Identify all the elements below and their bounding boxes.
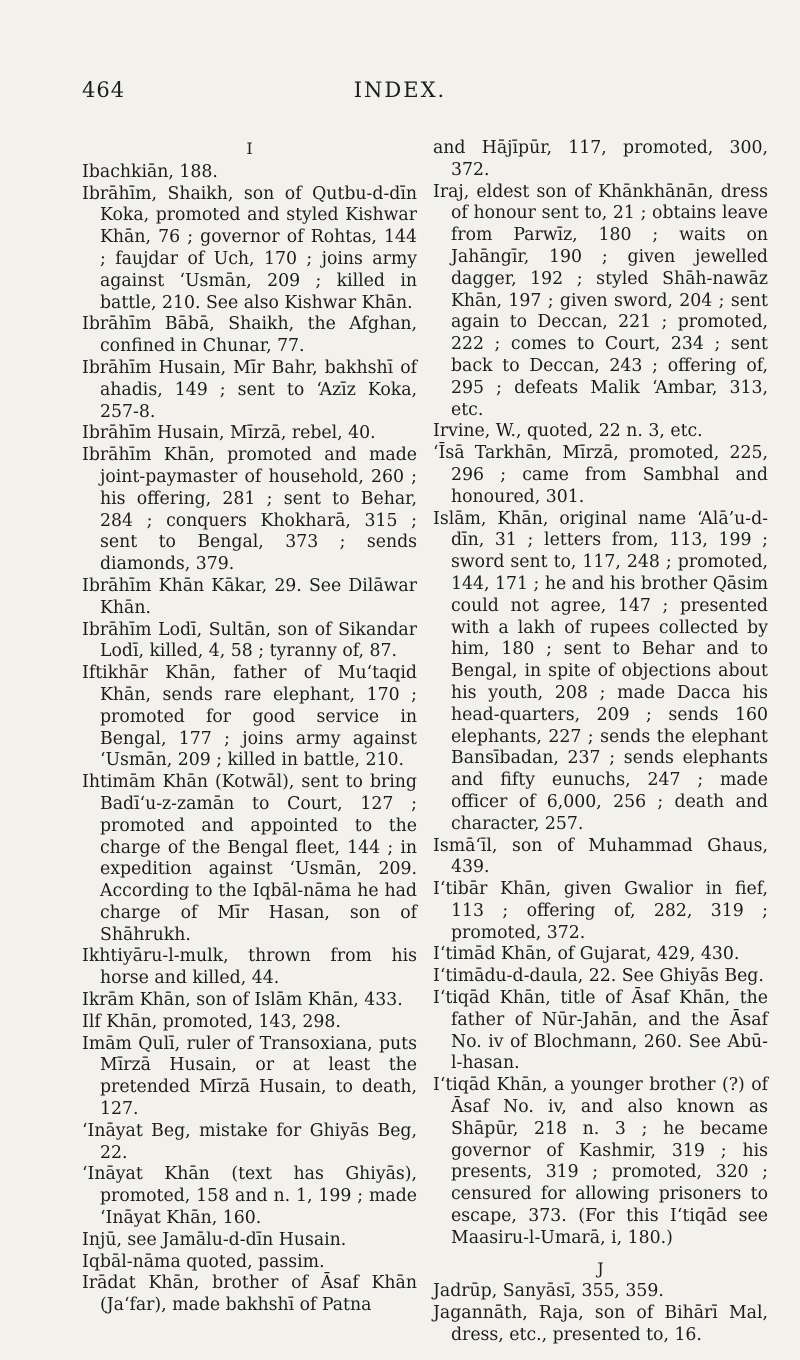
index-entry: I‘timādu-d-daula, 22. See Ghiyās Beg.	[433, 966, 764, 987]
index-entry: Iraj, eldest son of Khānkhānān, dress of honour sent to, 21 ; obtains leave from Parwīz, 180 ; waits on Jahāngīr, 190 ; given jewelled dagger, 192 ; styled Shāh-nawāz Khān, 197 ; given sword, 204 ; sent again to Deccan, 221 ; promoted, 222 ; comes to Court, 234 ; sent back to Deccan, 243 ; offering of, 295 ; defeats Malik ‘Ambar, 313, etc.	[433, 181, 768, 420]
index-entry: Ibrāhīm Khān Kākar, 29. See Dilāwar Khān.	[82, 575, 417, 618]
index-entry: ‘Īsā Tarkhān, Mīrzā, promoted, 225, 296 ; came from Sambhal and honoured, 301.	[433, 443, 768, 507]
index-entry: Ikhtiyāru-l-mulk, thrown from his horse and killed, 44.	[82, 946, 417, 989]
index-entry: Jagannāth, Raja, son of Bihārī Mal, dress, etc., presented to, 16.	[433, 1303, 768, 1346]
index-entry: Jadrūp, Sanyāsī, 355, 359.	[433, 1281, 664, 1302]
index-entry: Iqbāl-nāma quoted, passim.	[82, 1251, 325, 1272]
index-entry: I‘tiqād Khān, a younger brother (?) of Āsaf No. iv, and also known as Shāpūr, 218 n. 3 ; he became governor of Kashmir, 319 ; his presents, 319 ; promoted, 320 ; censured for allowing prisoners to escape, 373. (For this I‘tiqād see Maasiru-l-Umarā, i, 180.)	[433, 1075, 768, 1248]
index-entry: Ihtimām Khān (Kotwāl), sent to bring Badī‘u-z-zamān to Court, 127 ; promoted and appointed to the charge of the Bengal fleet, 144 ; in expedition against ‘Usmān, 209. According to the Iqbāl-nāma he had charge of Mīr Hasan, son of Shāhrukh.	[82, 772, 417, 945]
page-header	[0, 78, 800, 108]
index-entry: Ilf Khān, promoted, 143, 298.	[82, 1011, 341, 1032]
index-entry: I‘tiqād Khān, title of Āsaf Khān, the father of Nūr-Jahān, and the Āsaf No. iv of Blochmann, 260. See Abū-l-hasan.	[433, 988, 768, 1074]
index-entry: and Hājīpūr, 117, promoted, 300, 372.	[433, 138, 768, 180]
index-entry: Ibrāhīm Husain, Mīr Bahr, bakhshī of ahadis, 149 ; sent to ‘Azīz Koka, 257-8.	[82, 357, 417, 422]
page-number: 464	[82, 78, 126, 102]
index-entry: Islām, Khān, original name ‘Alā’u-d-dīn, 31 ; letters from, 113, 199 ; sword sent to, 117, 248 ; promoted, 144, 171 ; he and his brother Qāsim could not agree, 147 ; presented with a lakh of rupees collected by him, 180 ; sent to Behar and to Bengal, in spite of objections about his youth, 208 ; made Dacca his head-quarters, 209 ; sends 160 elephants, 227 ; sends the elephant Bansībadan, 237 ; sends elephants and fifty eunuchs, 247 ; made officer of 6,000, 256 ; death and character, 257.	[433, 508, 768, 834]
index-entry: Ibrāhīm Bābā, Shaikh, the Afghan, confined in Chunar, 77.	[82, 314, 417, 357]
index-entry: Ikrām Khān, son of Islām Khān, 433.	[82, 990, 403, 1011]
index-entry: I‘tibār Khān, given Gwalior in fief, 113 ; offering of, 282, 319 ; promoted, 372.	[433, 879, 768, 943]
index-entry: Ismā‘īl, son of Muhammad Ghaus, 439.	[433, 835, 768, 878]
index-entry: Iftikhār Khān, father of Mu‘taqid Khān, sends rare elephant, 170 ; promoted for good service in Bengal, 177 ; joins army against ‘Usmān, 209 ; killed in battle, 210.	[82, 663, 417, 771]
index-column-left	[82, 138, 417, 1317]
index-entry: Ibachkiān, 188.	[82, 161, 218, 182]
index-entry: ‘Ināyat Beg, mistake for Ghiyās Beg, 22.	[82, 1120, 417, 1163]
index-entry: I‘timād Khān, of Gujarat, 429, 430.	[433, 944, 740, 965]
index-entry: Injū, see Jamālu-d-dīn Husain.	[82, 1229, 347, 1250]
section-letter-i: I	[246, 139, 253, 158]
index-entry: Ibrāhīm, Shaikh, son of Qutbu-d-dīn Koka, promoted and styled Kishwar Khān, 76 ; governor of Rohtas, 144 ; faujdar of Uch, 170 ; joins army against ‘Usmān, 209 ; killed in battle, 210. See also Kishwar Khān.	[82, 183, 417, 313]
section-letter-j: J	[597, 1258, 604, 1278]
index-entry: Ibrāhīm Khān, promoted and made joint-paymaster of household, 260 ; his offering, 281 ; sent to Behar, 284 ; conquers Khokharā, 315 ; sent to Bengal, 373 ; sends diamonds, 379.	[82, 445, 417, 575]
index-entry: Irādat Khān, brother of Āsaf Khān (Ja‘far), made bakhshī of Patna	[82, 1273, 417, 1316]
page-title: INDEX.	[353, 78, 447, 102]
index-entry: Irvine, W., quoted, 22 n. 3, etc.	[433, 421, 703, 442]
entry-list-right-j	[433, 1281, 768, 1346]
index-entry: ‘Ināyat Khān (text has Ghiyās), promoted, 158 and n. 1, 199 ; made ‘Ināyat Khān, 160.	[82, 1164, 417, 1229]
index-entry: Imām Qulī, ruler of Transoxiana, puts Mīrzā Husain, or at least the pretended Mīrzā Husain, to death, 127.	[82, 1033, 417, 1120]
index-column-right	[433, 138, 768, 1347]
entry-list-right-i	[433, 138, 768, 1250]
entry-list-left	[82, 162, 417, 1317]
index-entry: Ibrāhīm Husain, Mīrzā, rebel, 40.	[82, 423, 376, 444]
index-entry: Ibrāhīm Lodī, Sultān, son of Sikandar Lodī, killed, 4, 58 ; tyranny of, 87.	[82, 619, 417, 662]
